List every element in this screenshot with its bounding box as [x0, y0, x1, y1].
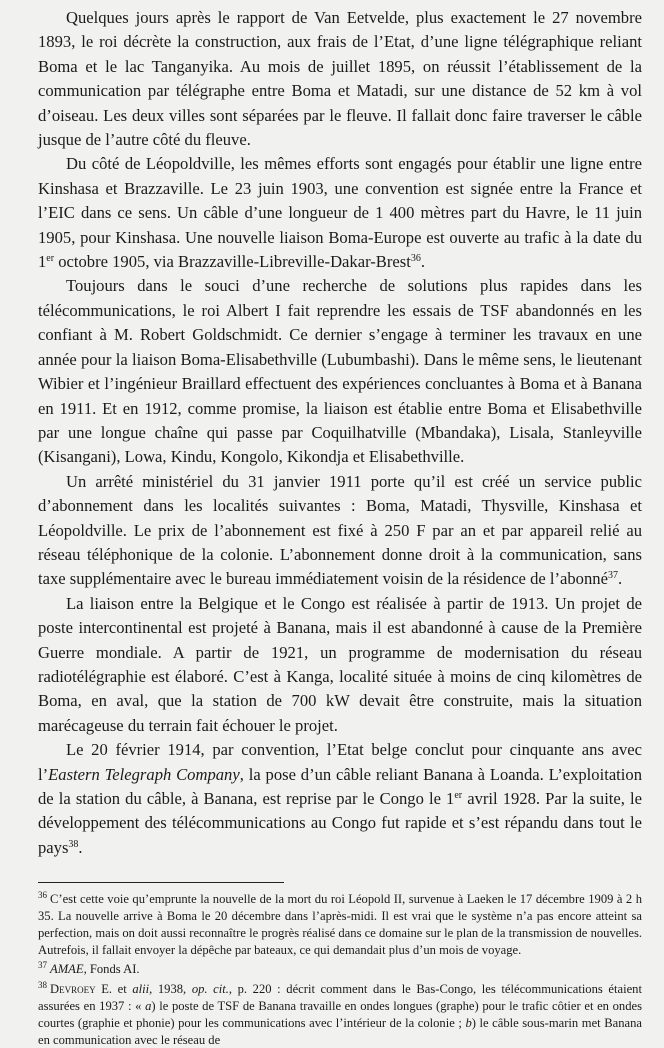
paragraph-2-text-a: Du côté de Léopoldville, les mêmes efforts sont engagés pour établir une ligne entre Kinshasa et Brazzaville. Le 23 juin 1903, une convention est signée entre la France et l’EIC dans ce sens. Un câble d’une longueur de 1 400 mètres part du Havre, le 11 juin 1905, pour Kinshasa. Une nouvelle liaison Boma-Europe est ouverte au trafic à la date du 1 [38, 154, 642, 272]
footnote-number: 38 [38, 980, 47, 991]
paragraph-2-text-c: . [420, 252, 425, 272]
footnote-text: E. et [95, 982, 133, 997]
list-label: a [145, 999, 152, 1013]
footnote-text: ) le poste de TSF de Banana travaille en ondes longues (graphe) pour le trafic côtier et en ondes courtes (graphie et phonie) pour les communications avec l’intérieur de la colonie ; [38, 999, 642, 1030]
footnote-text: , Fonds AI. [83, 962, 140, 977]
footnote-ref-37: 37 [607, 570, 618, 582]
paragraph-6-text-c: avril 1928. Par la suite, le développement des télécommunications au Congo fut rapide et s’est répandu dans tout le pays [38, 789, 642, 857]
paragraph-2-text-b: octobre 1905, via Brazzaville-Libreville-Dakar-Brest [54, 252, 411, 272]
footnote-ref-36: 36 [410, 253, 421, 265]
footnotes [38, 891, 642, 1048]
footnote-text: , 1938, [149, 982, 192, 997]
paragraph-4-text-a: Un arrêté ministériel du 31 janvier 1911 porte qu’il est créé un service public d’abonnement dans les localités suivantes : Boma, Matadi, Thysville, Kinshasa et Léopoldville. Le prix de l’abonnement est fixé à 250 F par an et par appareil relié au réseau téléphonique de la colonie. L’abonnement donne droit à la communication, sans taxe supplémentaire avec le bureau immédiatement voisin de la résidence de l’abonné [38, 471, 642, 589]
footnote-number: 36 [38, 890, 47, 901]
footnote-37 [38, 961, 642, 978]
footnote-ref-38: 38 [68, 838, 79, 850]
footnote-36 [38, 891, 642, 958]
footnote-italic: op. cit. [191, 982, 229, 997]
paragraph-4-text-b: . [617, 569, 623, 589]
paragraph-6 [38, 738, 642, 860]
paragraph-5: La liaison entre la Belgique et le Congo est réalisée à partir de 1913. Un projet de poste intercontinental est projeté à Banana, mais il est abandonné à cause de la Première Guerre mondiale. A partir de 1921, un programme de modernisation du réseau radiotélégraphie est élaboré. C’est à Kanga, localité située à moins de cinq kilomètres de Boma, en aval, que la station de 700 kW devait être construite, mais la situation marécageuse du terrain fait échouer le projet. [38, 593, 642, 735]
paragraph-2 [38, 152, 642, 274]
footnote-author: Devroey [50, 982, 96, 997]
footnote-text: , p. 220 : décrit comment dans le Bas-Congo, les télécommunications étaient assurées en 1937 : « [38, 982, 642, 1013]
paragraph-3: Toujours dans le souci d’une recherche de solutions plus rapides dans les télécommunications, le roi Albert I fait reprendre les essais de TSF abandonnés en les confiant à M. Robert Goldschmidt. Ce dernier s’engage à terminer les travaux en une année pour la liaison Boma-Elisabethville (Lubumbashi). Dans le même sens, le lieutenant Wibier et l’ingénieur Braillard effectuent des expériences concluantes à Boma et à Banana en 1911. Et en 1912, comme promise, la liaison est établie entre Boma et Elisabethville par une longue chaîne qui passe par Coquilhatville (Mbandaka), Lisala, Stanleyville (Kisangani), Lowa, Kindu, Kongolo, Kikondja et Elisabethville. [38, 276, 642, 467]
paragraph-4 [38, 470, 642, 592]
ordinal-superscript: er [46, 253, 55, 265]
list-label: b [465, 1015, 472, 1030]
paragraph-6-text-d: . [78, 837, 83, 857]
footnote-text: C’est cette voie qu’emprunte la nouvelle de la mort du roi Léopold II, survenue à Laeken le 17 décembre 1909 à 2 h 35. La nouvelle arrive à Boma le 20 décembre dans l’après-midi. Il est vrai que le système n’a pas encore atteint sa perfection, mais on doit aussi reconnaître le progrès réalisé dans ce domaine sur le plan de la transmission de nouvelles. Autrefois, il fallait envoyer la dépêche par bateaux, ce qui demandait plus d’un mois de voyage. [38, 892, 642, 957]
company-name: Eastern Telegraph Company [48, 764, 240, 784]
footnote-source: AMAE [50, 962, 84, 977]
footnote-italic: alii [132, 982, 150, 997]
paragraph-6-text-a: Le 20 février 1914, par convention, l’Etat belge conclut pour cinquante ans avec l’ [38, 740, 642, 784]
footnote-38 [38, 981, 642, 1048]
footnote-separator [38, 882, 284, 883]
paragraph-1: Quelques jours après le rapport de Van Eetvelde, plus exactement le 27 novembre 1893, le roi décrète la construction, aux frais de l’Etat, d’une ligne télégraphique reliant Boma et le lac Tanganyika. Au mois de juillet 1895, on réussit l’établissement de la communication par télégraphe entre Boma et Matadi, sur une distance de 52 km à vol d’oiseau. Les deux villes sont séparées par le fleuve. Il fallait donc faire traverser le câble jusque de l’autre côté du fleuve. [38, 8, 642, 150]
main-text [38, 6, 642, 860]
ordinal-superscript: er [454, 790, 463, 801]
footnote-text: ) le câble sous-marin met Banana en communication avec le réseau de [38, 1015, 642, 1047]
paragraph-6-text-b: , la pose d’un câble reliant Banana à Loanda. L’exploitation de la station du câble, à Banana, est reprise par le Congo le 1 [38, 764, 642, 808]
footnote-number: 37 [38, 960, 47, 971]
